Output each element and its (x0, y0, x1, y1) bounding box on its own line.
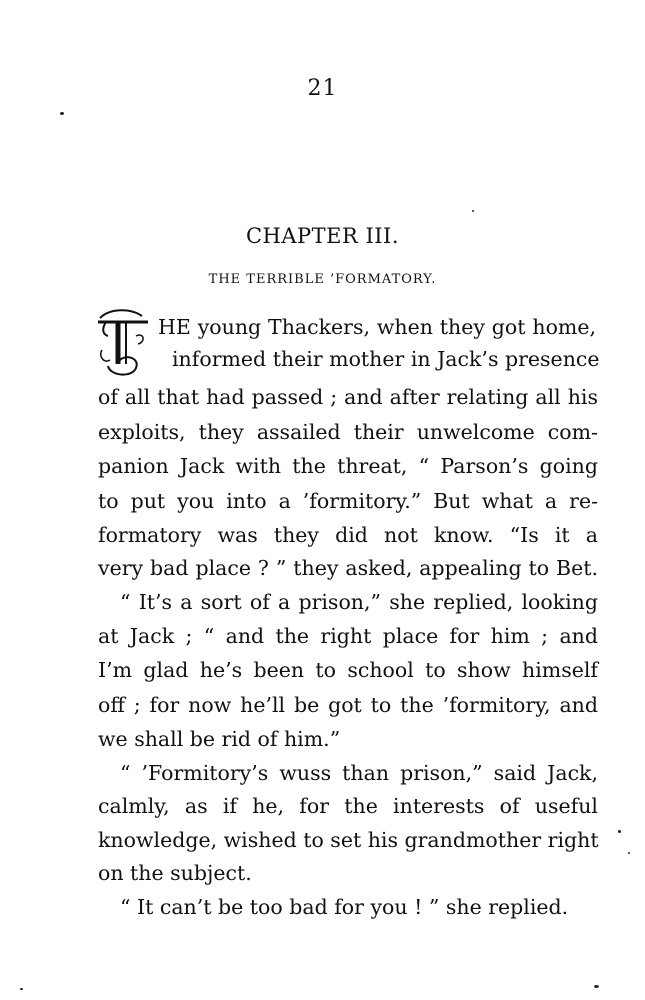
page-number: 21 (307, 76, 338, 101)
drop-cap-letter-icon (96, 306, 156, 382)
paper-speck (594, 985, 599, 988)
text-line-14: “ ’Formitory’s wuss than prison,” said Jack, (120, 761, 598, 785)
text-line-9: “ It’s a sort of a prison,” she replied, looking (120, 590, 598, 614)
text-line-18: “ It can’t be too bad for you ! ” she replied. (120, 895, 569, 919)
text-line-16: knowledge, wished to set his grandmother right (98, 828, 599, 852)
text-line-2: informed their mother in Jack’s presence (172, 347, 600, 371)
text-line-12: off ; for now he’ll be got to the ’formitory, and (98, 693, 598, 717)
text-line-15: calmly, as if he, for the interests of useful (98, 794, 598, 818)
text-line-5: panion Jack with the threat, “ Parson’s going (98, 454, 598, 478)
paper-speck (618, 830, 621, 833)
text-line-1: HE young Thackers, when they got home, (158, 315, 596, 339)
paper-speck (472, 210, 474, 212)
text-line-10: at Jack ; “ and the right place for him ; and (98, 624, 598, 648)
chapter-title: CHAPTER III. (245, 224, 400, 248)
text-line-11: I’m glad he’s been to school to show himself (98, 658, 598, 682)
text-line-3: of all that had passed ; and after relating all his (98, 385, 598, 409)
paper-speck (60, 112, 64, 115)
paper-speck (20, 988, 23, 990)
text-line-8: very bad place ? ” they asked, appealing to Bet. (98, 556, 598, 580)
chapter-subtitle: THE TERRIBLE ’FORMATORY. (208, 272, 437, 287)
paper-speck (628, 852, 630, 854)
text-line-4: exploits, they assailed their unwelcome com- (98, 420, 598, 444)
text-line-6: to put you into a ’formitory.” But what a re- (98, 489, 598, 513)
text-line-7: formatory was they did not know. “Is it a (98, 523, 598, 547)
text-line-13: we shall be rid of him.” (98, 727, 341, 751)
text-line-17: on the subject. (98, 861, 252, 885)
